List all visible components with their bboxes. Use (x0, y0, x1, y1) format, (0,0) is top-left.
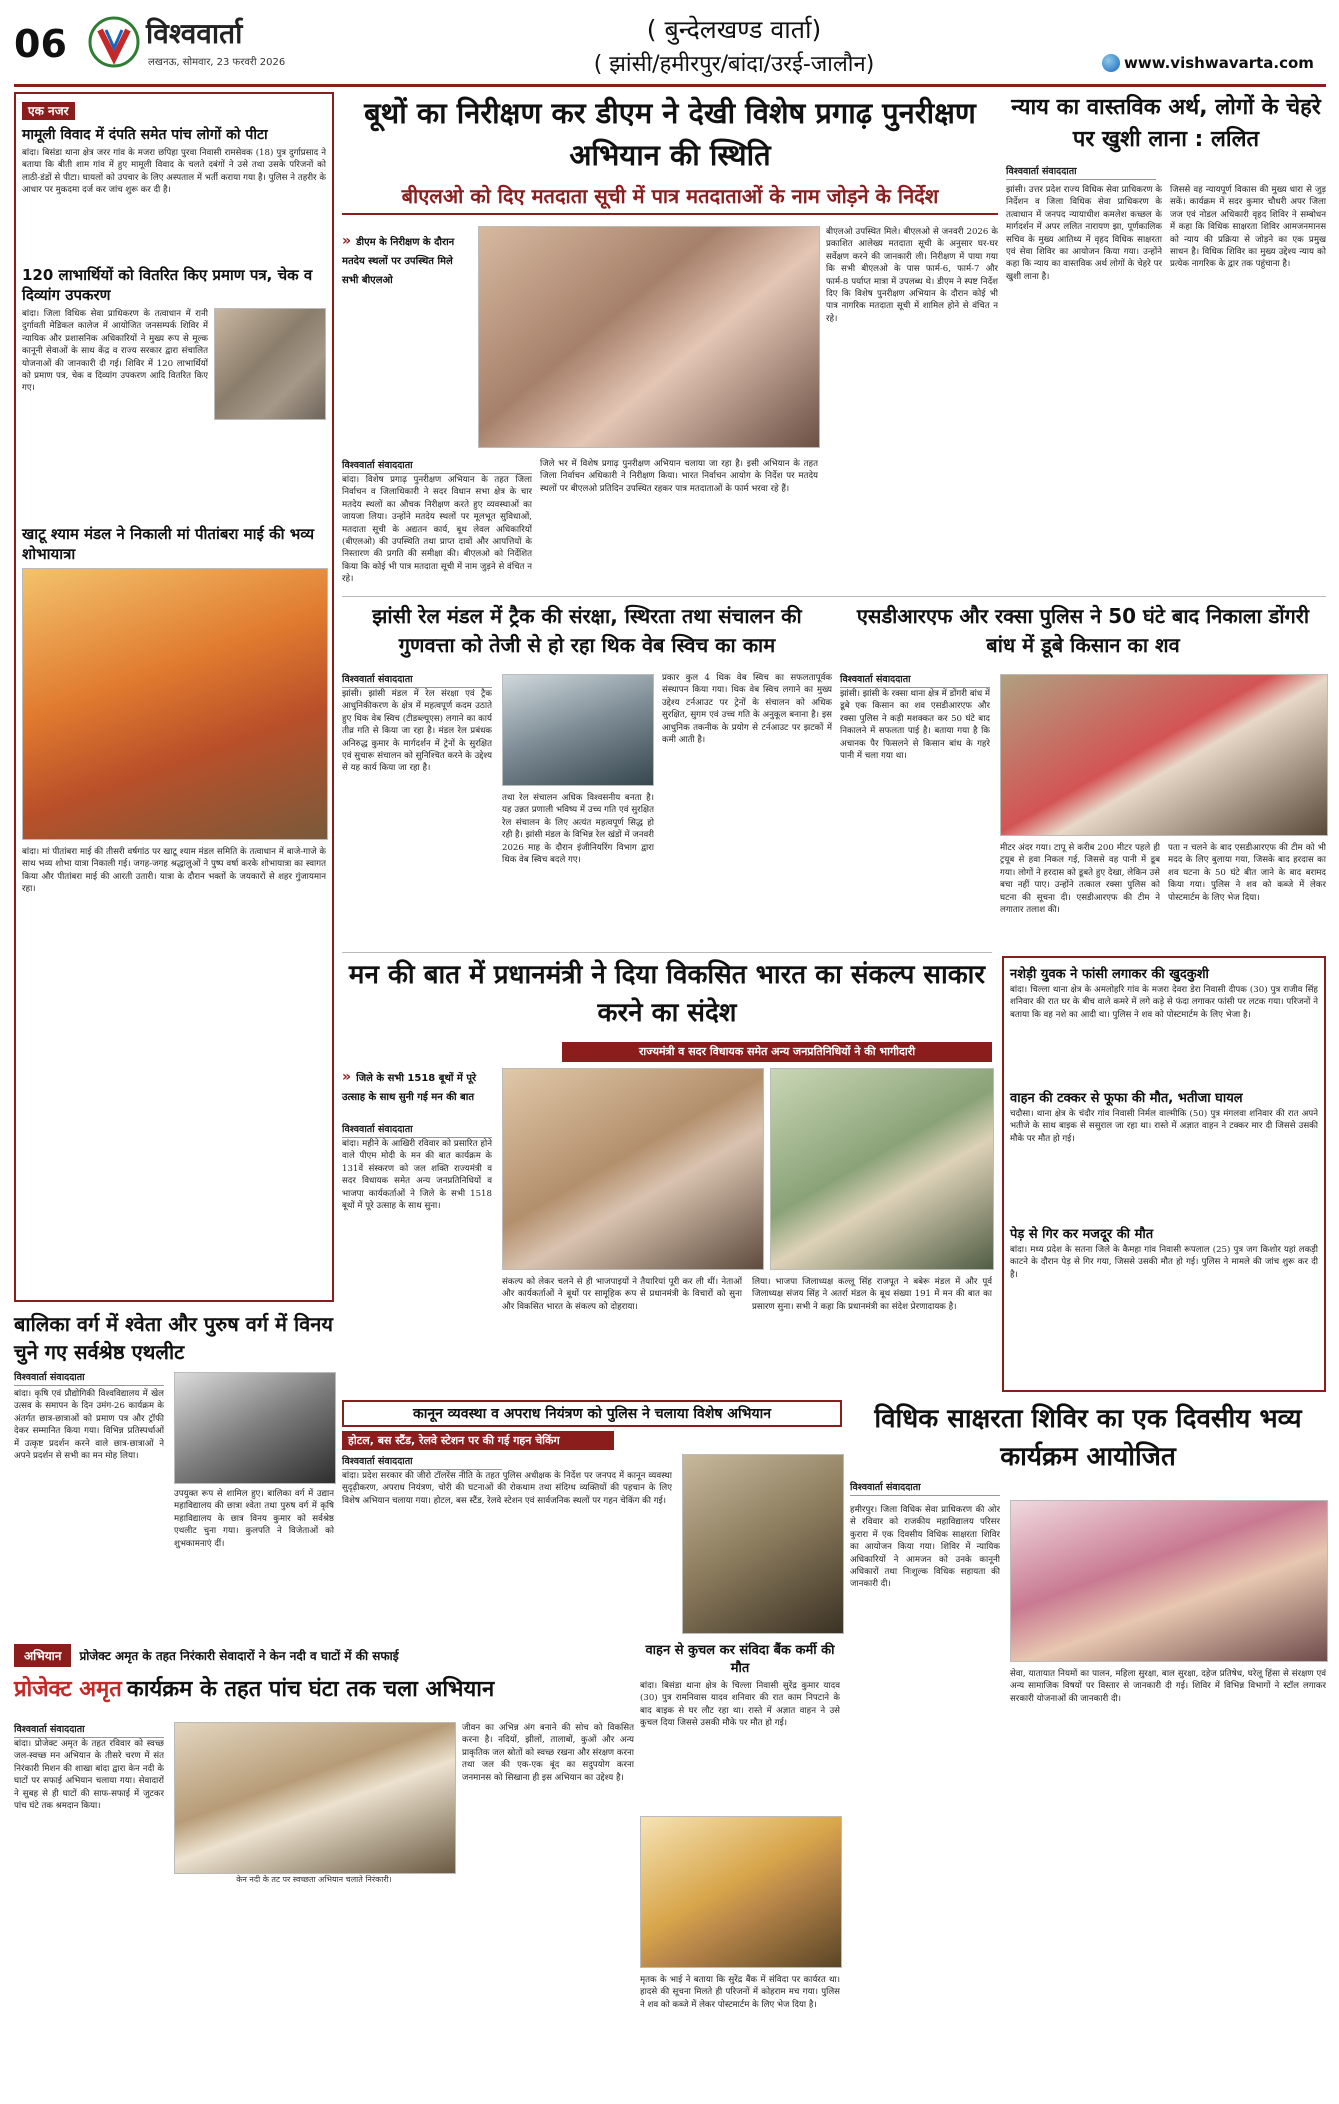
rail-headline: झांसी रेल मंडल में ट्रैक की संरक्षा, स्थिरता तथा संचालन की गुणवत्ता को तेजी से हो रहा थिक वेब स्विच का काम (372, 604, 802, 657)
police-photo (682, 1454, 844, 1634)
sdrf-byline: विश्ववार्ता संवाददाता (840, 672, 990, 688)
police-strap: होटल, बस स्टैंड, रेलवे स्टेशन पर की गई गहन चेकिंग (342, 1431, 614, 1450)
bank-body: बांदा। बिसंडा थाना क्षेत्र के चिल्ला निवासी सुरेंद्र कुमार यादव (30) पुत्र रामनिवास यादव शनिवार की रात काम निपटाने के बाद बाइक से घर लौट रहा था। रास्ते में अज्ञात वाहन ने उसे कुचल दिया जिससे उसकी मौके पर मौत हो गई। (640, 1681, 840, 1729)
suicide-body: बांदा। चिल्ला थाना क्षेत्र के अमलोहरि गांव के मजरा देवरा डेरा निवासी दीपक (30) पुत्र राजीव सिंह शनिवार की रात घर के बीच वाले कमरे में लगे कड़े से फंदा लगाकर फांसी पर लटक गया। परिजनों ने बताया कि वह नशे का आदी था। पुलिस ने शव को पोस्टमार्टम के लिए भेजा है। (1010, 985, 1318, 1020)
lead-headline: बूथों का निरीक्षण कर डीएम ने देखी विशेष प्रगाढ़ पुनरीक्षण अभियान की स्थिति (364, 96, 976, 172)
legal-camp-body: हमीरपुर। जिला विधिक सेवा प्राधिकरण की ओर से रविवार को राजकीय महाविद्यालय परिसर कुरारा में एक दिवसीय विधिक साक्षरता शिविर का आयोजन किया गया। शिविर में न्यायिक अधिकारियों ने आमजन को उनके कानूनी अधिकारों तथा निःशुल्क विधिक सहायता की जानकारी दी। (850, 1505, 1000, 1590)
procession-photo (22, 568, 328, 840)
bank-headline: वाहन से कुचल कर संविदा बैंक कर्मी की मौत (645, 1643, 835, 1676)
crime-briefs (1002, 956, 1326, 1392)
suicide-headline: नशेड़ी युवक ने फांसी लगाकर की खुदकुशी (1010, 967, 1209, 982)
sdrf-body: झांसी। झांसी के रक्सा थाना क्षेत्र में डोंगरी बांध में डूबे एक किसान का शव एसडीआरएफ और रक्सा पुलिस ने कड़ी मशक्कत कर 50 घंटे बाद निकालने में सफलता पाई है। बताया गया है कि अचानक पैर फिसलने से किसान बांध के गहरे पानी में चला गया था। (840, 689, 990, 762)
labourer-body: बांदा। मध्य प्रदेश के सतना जिले के कैमहा गांव निवासी रूपलाल (25) पुत्र जग किशोर यहां लकड़ी काटने के दौरान पेड़ से गिर गया, जिससे उसकी मौत हो गई। पुलिस ने मामले की जांच शुरू कर दी है। (1010, 1245, 1318, 1280)
sdrf-story (840, 602, 1326, 948)
camp-photo (214, 308, 326, 420)
rail-story (342, 602, 832, 948)
lead-byline: विश्ववार्ता संवाददाता (342, 458, 532, 474)
police-byline: विश्ववार्ता संवाददाता (342, 1454, 502, 1470)
mann-body-col3: लिया। भाजपा जिलाध्यक्ष कल्लू सिंह राजपूत ने बबेरू मंडल में और पूर्व जिलाध्यक्ष संजय सिंह ने अतर्रा मंडल के बूथ संख्या 191 में मन की बात का प्रसारण सुना। सभी ने कहा कि प्रधानमंत्री का संदेश प्रेरणादायक है। (752, 1277, 992, 1312)
rail-body: झांसी। झांसी मंडल में रेल संरक्षा एवं ट्रैक आधुनिकीकरण के क्षेत्र में महत्वपूर्ण कदम उठाते हुए थिक वेब स्विच (टीडब्ल्यूएस) लगाने का कार्य तीव्र गति से किया जा रहा है। मंडल रेल प्रबंधक अनिरुद्ध कुमार के मार्गदर्शन में ट्रेनों के सुरक्षित एवं सुचारू संचालन को सुनिश्चित करने के उद्देश्य से यह कार्य किया जा रहा है। (342, 689, 492, 774)
amrit-body: बांदा। प्रोजेक्ट अमृत के तहत रविवार को स्वच्छ जल-स्वच्छ मन अभियान के तीसरे चरण में संत निरंकारी मिशन की शाखा बांदा द्वारा केन नदी के घाटों पर सफाई अभियान चलाया गया। सेवादारों ने सुबह से ही घाटों की साफ-सफाई में जुटकर पांच घंटे तक श्रमदान किया। (14, 1739, 164, 1812)
amrit-kicker: अभियान (14, 1644, 71, 1667)
cleanup-photo (174, 1722, 456, 1874)
sdrf-body-col2: मीटर अंदर गया। टापू से करीब 200 मीटर पहले ही ट्रयूब से हवा निकल गई, जिससे वह पानी में डूब गया। लोगों ने हरदास को डूबते हुए देखा, लेकिन उसे बचा नहीं पाए। उन्होंने तत्काल रक्सा पुलिस को घटना की सूचना दी। एसडीआरएफ की टीम ने लगातार तलाश की। (1000, 843, 1160, 916)
rail-body-col2: तथा रेल संचालन अधिक विश्वसनीय बनता है। यह उन्नत प्रणाली भविष्य में उच्च गति एवं सुरक्षित रेल संचालन के लिए अत्यंत महत्वपूर्ण सिद्ध हो रही है। झांसी मंडल के विभिन्न रेल खंडों में जनवरी 2026 माह के दौरान इंजीनियरिंग विभाग द्वारा थिक वेब स्विच बदले गए। (502, 793, 654, 866)
mann-strap: राज्यमंत्री व सदर विधायक समेत अन्य जनप्रतिनिधियों ने की भागीदारी (562, 1042, 992, 1062)
athlete-body: बांदा। कृषि एवं प्रौद्योगिकी विश्वविद्यालय में खेल उत्सव के समापन के दिन उमंग-26 कार्यक्रम के अंतर्गत छात्र-छात्राओं को प्रमाण पत्र और ट्रॉफी देकर सम्मानित किया गया। विभिन्न प्रतिस्पर्धाओं में उत्कृष्ट प्रदर्शन करने वाले छात्र-छात्राओं ने अपने प्रदर्शन से सभी का मन मोह लिया। (14, 1389, 164, 1462)
amrit-byline: विश्ववार्ता संवाददाता (14, 1722, 164, 1738)
legal-camp-story (850, 1400, 1326, 1880)
brief-body: बांदा। बिसंडा थाना क्षेत्र जरर गांव के मजरा छपिहा पुरवा निवासी रामसेवक (18) पुत्र दुर्गाप्रसाद ने बताया कि बीती शाम गांव में हुए मामूली विवाद के चलते दबंगों ने उसे तथा उसके परिजनों को लाठी-डंडों से पीटा। घायलों को उपचार के लिए अस्पताल में भर्ती कराया गया है। पुलिस ने तहरीर के आधार पर मुकदमा दर्ज कर जांच शुरू कर दी है। (22, 148, 326, 196)
paper-name: विश्ववार्ता (146, 17, 243, 50)
meeting-photo (502, 1068, 764, 1270)
athletes-photo (174, 1372, 336, 1484)
divider (342, 596, 1326, 597)
divider (342, 952, 992, 953)
police-headline: कानून व्यवस्था व अपराध नियंत्रण को पुलिस ने चलाया विशेष अभियान (342, 1400, 842, 1427)
procession-headline: खाटू श्याम मंडल ने निकाली मां पीतांबरा माई की भव्य शोभायात्रा (22, 525, 315, 563)
legal-camp-byline: विश्ववार्ता संवाददाता (850, 1480, 1000, 1496)
right-top-story (1006, 92, 1326, 622)
section-tag: एक नजर (22, 102, 75, 120)
sdrf-body-col3: पता न चलने के बाद एसडीआरएफ की टीम को भी मदद के लिए बुलाया गया, जिसके बाद हरदास का शव घटना के 50 घंटे बीत जाने के बाद बरामद किया गया। पुलिस ने शव को कब्जे में लेकर पोस्टमार्टम के लिए भेज दिया। (1168, 843, 1326, 903)
masthead (14, 10, 1326, 80)
brief-headline: मामूली विवाद में दंपति समेत पांच लोगों को पीटा (22, 127, 268, 143)
amrit-strap: प्रोजेक्ट अमृत के तहत निरंकारी सेवादारों ने केन नदी व घाटों में की सफाई (79, 1649, 399, 1663)
camp-crowd-photo (1010, 1500, 1328, 1662)
section-cities: ( झांसी/हमीरपुर/बांदा/उरई-जालौन) (593, 52, 875, 77)
certificate-headline: 120 लाभार्थियों को वितरित किए प्रमाण पत्र, चेक व दिव्यांग उपकरण (22, 266, 313, 304)
supporters-photo (770, 1068, 994, 1270)
stall-photo (640, 1816, 842, 1968)
left-column (14, 92, 334, 1302)
rail-byline: विश्ववार्ता संवाददाता (342, 672, 492, 688)
accident-headline: वाहन की टक्कर से फूफा की मौत, भतीजा घायल (1010, 1091, 1243, 1106)
lead-subheadline: बीएलओ को दिए मतदाता सूची में पात्र मतदाताओं के नाम जोड़ने के निर्देश (342, 182, 998, 215)
masthead-rule (14, 84, 1326, 87)
pullquote-text: जिले के सभी 1518 बूथों में पूरे उत्साह के साथ सुनी गई मन की बात (342, 1073, 477, 1103)
justice-body: झांसी। उत्तर प्रदेश राज्य विधिक सेवा प्राधिकरण के निर्देशन व जिला विधिक सेवा प्राधिकरण के तत्वाधान में जनपद न्यायाधीश कमलेश कच्छल के मार्गदर्शन में अपर ललित नारायण झा, पूर्णकालिक सचिव के मुख्य आतिथ्य में वृहद विधिक साक्षरता एवं सेवा शिविर का आयोजन किया गया। उन्होंने कहा कि न्याय का वास्तविक अर्थ लोगों के चेहरे पर खुशी लाना है। (1006, 185, 1162, 282)
lead-body-col2: जिले भर में विशेष प्रगाढ़ पुनरीक्षण अभियान चलाया जा रहा है। इसी अभियान के तहत जिला निर्वाचन अधिकारी ने निरीक्षण किया। भारत निर्वाचन आयोग के निर्देश पर मतदेय स्थलों पर बीएलओ प्रतिदिन उपस्थित रहकर पात्र मतदाताओं के फार्म भरवा रहे हैं। (540, 459, 818, 494)
ribbon-cutting-photo (1000, 674, 1328, 836)
bank-body-col2: मृतक के भाई ने बताया कि सुरेंद्र बैंक में संविदा पर कार्यरत था। हादसे की सूचना मिलते ही परिजनों में कोहराम मच गया। पुलिस ने शव को कब्जे में लेकर पोस्टमार्टम के लिए भेज दिया है। (640, 1975, 840, 2010)
lead-body: बांदा। विशेष प्रगाढ़ पुनरीक्षण अभियान के तहत जिला निर्वाचन व जिलाधिकारी ने सदर विधान सभा क्षेत्र के चार मतदेय स्थलों का औचक निरीक्षण करते हुए व्यवस्थाओं का जायजा लिया। उन्होंने मतदेय स्थलों पर मूलभूत सुविधाओं, मतदाता सूची के अद्यतन कार्य, बूथ लेवल अधिकारियों (बीएलओ) की उपस्थिति तथा प्राप्त दावों और आपत्तियों के निस्तारण की प्रगति की समीक्षा की। बीएलओ को निर्देशित किया कि कोई भी पात्र मतदाता सूची में नाम जुड़ने से वंचित न रहे। (342, 475, 532, 585)
page-number: 06 (14, 22, 67, 66)
labourer-headline: पेड़ से गिर कर मजदूर की मौत (1010, 1227, 1154, 1242)
website-link[interactable]: www.vishwavarta.com (1124, 54, 1314, 72)
lead-photo (478, 226, 820, 448)
justice-byline: विश्ववार्ता संवाददाता (1006, 164, 1156, 180)
justice-headline: न्याय का वास्तविक अर्थ, लोगों के चेहरे पर खुशी लाना : ललित (1011, 95, 1321, 152)
sdrf-headline: एसडीआरएफ और रक्सा पुलिस ने 50 घंटे बाद निकाला डोंगरी बांध में डूबे किसान का शव (856, 604, 1310, 657)
lead-body-col3: बीएलओ उपस्थित मिले। बीएलओ से जनवरी 2026 के प्रकाशित आलेख्य मतदाता सूची के अनुसार घर-घर सर्वेक्षण करने की जानकारी ली। निरीक्षण में पाया गया कि सभी बीएलओ के पास फार्म-6, फार्म-7 और फार्म-8 पर्याप्त मात्रा में उपलब्ध थे। डीएम ने स्पष्ट निर्देश दिए कि विशेष पुनरीक्षण अभियान के दौरान कोई भी पात्र नागरिक मतदाता सूची में शामिल होने से वंचित न रहे। (826, 227, 998, 324)
police-story (342, 1400, 842, 1636)
justice-body-col2: जिससे वह न्यायपूर्ण विकास की मुख्य धारा से जुड़ सकें। कार्यक्रम में सदर कुमार चौधरी अपर जिला जज एवं नोडल अधिकारी वृहद शिविर ने सम्बोधन में कहा कि विधिक साक्षरता शिविर आमजनमानस को न्याय की प्रक्रिया से जोड़ने का एक प्रमुख साधन है। विधिक शिविर का मुख्य उद्देश्य न्याय को प्रत्येक नागरिक के द्वार तक पहुंचाना है। (1170, 185, 1326, 270)
mann-body-col2: संकल्प को लेकर चलने से ही भाजपाइयों ने तैयारियां पूरी कर ली थीं। नेताओं और कार्यकर्ताओं ने बूथों पर सामूहिक रूप से प्रधानमंत्री के विचारों को सुना और विकसित भारत के संकल्प को दोहराया। (502, 1277, 742, 1312)
amrit-body-col2: जीवन का अभिन्न अंग बनाने की सोच को विकसित करना है। नदियों, झीलों, तालाबों, कुओं और अन्य प्राकृतिक जल स्रोतों को स्वच्छ रखना और संरक्षण करना तथा जल की एक-एक बूंद का सदुपयोग करना जनमानस को सिखाना ही इस अभियान का उद्देश्य है। (462, 1723, 634, 1783)
bank-brief (640, 1640, 840, 2080)
legal-camp-headline: विधिक साक्षरता शिविर का एक दिवसीय भव्य कार्यक्रम आयोजित (874, 1404, 1302, 1472)
certificate-body: बांदा। जिला विधिक सेवा प्राधिकरण के तत्वाधान में रानी दुर्गावती मेडिकल कालेज में आयोजित जनसम्पर्क शिविर में न्यायिक और प्रशासनिक अधिकारियों ने मुख्य रूप से मूल्क कानूनी सेवाओं के साथ केंद्र व राज्य सरकार द्वारा संचालित योजनाओं की जानकारी दी गई। शिविर में 120 लाभार्थियों को प्रमाण पत्र, चेक व दिव्यांग उपकरण आदि वितरित किए गए। (22, 309, 208, 394)
legal-camp-body-col2: सेवा, यातायात नियमों का पालन, महिला सुरक्षा, बाल सुरक्षा, दहेज प्रतिषेध, घरेलू हिंसा से संरक्षण एवं अन्य सामाजिक विषयों पर विस्तार से जानकारी दी गई। शिविर में विभिन्न विभागों ने स्टॉल लगाकर सरकारी योजनाओं की जानकारी दी। (1010, 1669, 1326, 1704)
rail-body-col3: प्रकार कुल 4 थिक वेब स्विच का सफलतापूर्वक संस्थापन किया गया। थिक वेब स्विच लगाने का मुख्य उद्देश्य टर्नआउट पर ट्रेनों के संचालन को अधिक सुरक्षित, सुगम एवं उच्च गति के अनुकूल बनाना है। इस आधुनिक तकनीक के प्रयोग से टर्नआउट पर झटकों में कमी आती है। (662, 673, 832, 746)
pullquote-text: डीएम के निरीक्षण के दौरान मतदेय स्थलों पर उपस्थित मिले सभी बीएलओ (342, 237, 455, 286)
edition-date: लखनऊ, सोमवार, 23 फरवरी 2026 (148, 57, 286, 68)
athlete-body-col2: उपयुक्त रूप से शामिल हुए। बालिका वर्ग में उद्यान महाविद्यालय की छात्रा श्वेता तथा पुरुष वर्ग में कृषि महाविद्यालय के छात्र विनय कुमार को सर्वश्रेष्ठ एथलीट चुना गया। कुलपति ने विजेताओं को शुभकामनाएं दीं। (174, 1489, 334, 1549)
globe-icon (1102, 54, 1120, 72)
mann-byline: विश्ववार्ता संवाददाता (342, 1122, 492, 1138)
mann-pullquote: » जिले के सभी 1518 बूथों में पूरे उत्साह के साथ सुनी गई मन की बात (342, 1069, 477, 1103)
paper-logo-icon (88, 16, 140, 68)
amrit-headline-red: प्रोजेक्ट अमृत (14, 1677, 122, 1702)
section-title: ( बुन्देलखण्ड वार्ता) (646, 15, 822, 44)
athlete-story (14, 1310, 334, 1640)
amrit-headline: कार्यक्रम के तहत पांच घंटा तक चला अभियान (126, 1677, 495, 1702)
amrit-story (14, 1644, 634, 2080)
mann-headline: मन की बात में प्रधानमंत्री ने दिया विकसित भारत का संकल्प साकार करने का संदेश (348, 960, 986, 1028)
athlete-byline: विश्ववार्ता संवाददाता (14, 1370, 164, 1386)
mann-body: बांदा। महीने के आखिरी रविवार को प्रसारित होने वाले पीएम मोदी के मन की बात कार्यक्रम के 131वें संस्करण को जल शक्ति राज्यमंत्री व सदर विधायक समेत अन्य जनप्रतिनिधियों व भाजपा कार्यकर्ताओं ने जिले के सभी 1518 बूथों में पूरे उत्साह के साथ सुना। (342, 1139, 492, 1212)
procession-body: बांदा। मां पीतांबरा माई की तीसरी वर्षगांठ पर खाटू श्याम मंडल समिति के तत्वाधान में बाजे-गाजे के साथ भव्य शोभा यात्रा निकाली गई। जगह-जगह श्रद्धालुओं ने पुष्प वर्षा करके शोभायात्रा का स्वागत किया और पीतांबरा माई की आरती उतारी। यात्रा के दौरान भक्तों के जयकारों से शहर गुंजायमान रहा। (22, 847, 326, 895)
accident-body: चदौसा। थाना क्षेत्र के चंदौर गांव निवासी निर्मल वाल्मीकि (50) पुत्र मंगलवा शनिवार की रात अपने भतीजे के साथ बाइक से ससुराल जा रहा था। रास्ते में अज्ञात वाहन ने टक्कर मार दी जिससे उसकी मौके पर मौत हो गई। (1010, 1109, 1318, 1144)
athlete-headline: बालिका वर्ग में श्वेता और पुरुष वर्ग में विनय चुने गए सर्वश्रेष्ठ एथलीट (14, 1312, 333, 1364)
cleanup-caption: केन नदी के तट पर स्वच्छता अभियान चलाते निरंकारी। (236, 1875, 392, 1884)
lead-pullquote: » डीएम के निरीक्षण के दौरान मतदेय स्थलों पर उपस्थित मिले सभी बीएलओ (342, 233, 455, 286)
police-body: बांदा। प्रदेश सरकार की जीरो टॉलरेंस नीति के तहत पुलिस अधीक्षक के निर्देश पर जनपद में कानून व्यवस्था सुदृढ़ीकरण, अपराध नियंत्रण, चोरी की घटनाओं की रोकथाम तथा संदिग्ध व्यक्तियों की पहचान के लिए विशेष अभियान चलाया गया। होटल, बस स्टैंड, रेलवे स्टेशन एवं सार्वजनिक स्थलों पर गहन चेकिंग की गई। (342, 1471, 672, 1506)
mann-ki-baat-story (342, 956, 992, 1396)
official-photo (502, 674, 654, 786)
